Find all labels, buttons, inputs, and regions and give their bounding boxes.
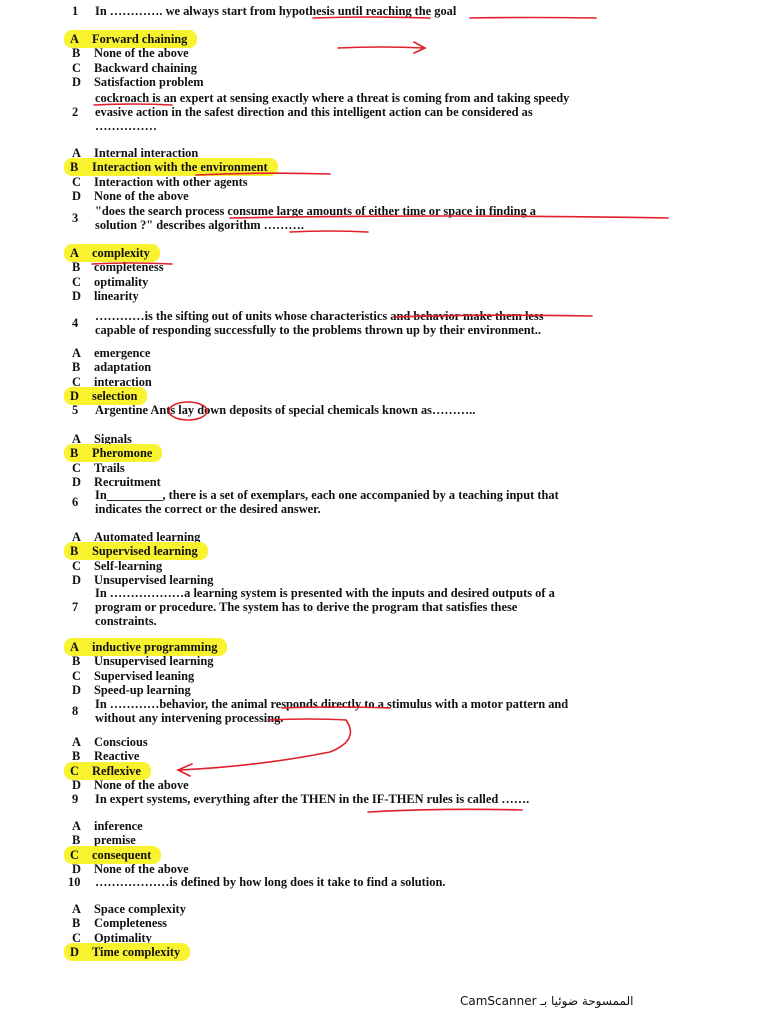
question-number: 9 (72, 792, 79, 806)
option-letter: A (72, 735, 81, 749)
option-text: emergence (94, 346, 151, 360)
option-letter: A (72, 530, 81, 544)
option-letter: D (72, 572, 81, 587)
option-b (72, 260, 164, 274)
option-b (72, 46, 189, 60)
question-number: 7 (72, 600, 79, 614)
question-text-line: constraints. (95, 614, 157, 628)
option-d (72, 778, 189, 792)
option-c (72, 175, 248, 189)
option-content (72, 475, 161, 489)
option-text: Satisfaction problem (94, 74, 204, 89)
highlighted-answer (66, 389, 145, 403)
highlighted-answer (66, 945, 188, 959)
option-text: None of the above (94, 861, 189, 876)
option-a (72, 819, 143, 833)
option-text: Trails (94, 460, 125, 475)
option-letter: D (72, 682, 81, 697)
option-letter: B (70, 544, 79, 559)
option-text: Interaction with other agents (94, 174, 248, 189)
option-text: None of the above (94, 46, 189, 61)
highlighted-answer (66, 640, 225, 654)
option-text: completeness (94, 260, 164, 275)
option-letter: D (70, 388, 79, 403)
option-text: adaptation (94, 360, 152, 375)
highlighted-answer (66, 544, 206, 558)
option-content (72, 346, 150, 360)
question-number: 8 (72, 704, 79, 718)
option-text: consequent (92, 847, 152, 862)
option-text: Recruitment (94, 474, 161, 489)
option-c (72, 275, 148, 289)
option-letter: D (72, 474, 81, 489)
option-letter: C (72, 174, 81, 189)
option-b (72, 654, 213, 668)
option-letter: A (72, 819, 81, 833)
option-d (72, 475, 161, 489)
option-text: Backward chaining (94, 60, 197, 75)
option-letter: C (72, 60, 81, 75)
option-letter: C (72, 930, 81, 945)
option-letter: B (72, 360, 81, 375)
option-letter: C (72, 460, 81, 475)
option-text: Supervised learning (92, 544, 198, 559)
option-letter: D (72, 188, 81, 203)
option-content (72, 175, 248, 189)
option-content (72, 916, 167, 930)
option-d (72, 683, 191, 697)
option-c (72, 848, 159, 862)
option-a (72, 346, 150, 360)
option-text: Unsupervised learning (94, 654, 214, 669)
option-letter: A (70, 640, 79, 654)
option-c (72, 461, 125, 475)
option-letter: D (70, 944, 79, 959)
option-letter: B (72, 46, 81, 61)
option-text: optimality (94, 274, 149, 289)
question-number: 4 (72, 316, 79, 330)
option-text: Supervised leaning (94, 668, 195, 683)
question-text-line: solution ?" describes algorithm ………. (95, 218, 304, 232)
question-text-line: capable of responding successfully to the problems thrown up by their environment.. (95, 323, 541, 337)
option-letter: C (72, 374, 81, 389)
option-text: Optimality (94, 930, 152, 945)
option-d (72, 862, 189, 876)
option-content (72, 735, 148, 749)
option-text: Conscious (94, 735, 148, 749)
option-text: Reactive (94, 749, 140, 764)
option-letter: D (72, 777, 81, 792)
question-text-line: evasive action in the safest direction and this intelligent action can be considered as (95, 105, 533, 119)
option-content (72, 833, 136, 847)
option-letter: A (70, 246, 79, 260)
option-text: selection (92, 388, 138, 403)
question-number: 10 (68, 875, 81, 889)
option-a (72, 432, 132, 446)
option-b (72, 749, 139, 763)
option-b (72, 160, 276, 174)
option-b (72, 544, 206, 558)
option-letter: A (72, 146, 81, 160)
question-number: 5 (72, 403, 79, 417)
option-text: None of the above (94, 188, 189, 203)
option-text: complexity (92, 246, 150, 260)
option-letter: A (72, 346, 81, 360)
question-text-line: In …………. we always start from hypothesis until reaching the goal (95, 4, 457, 18)
option-c (72, 764, 149, 778)
option-text: Automated learning (94, 530, 201, 544)
option-letter: D (72, 288, 81, 303)
question-text-line: program or procedure. The system has to derive the program that satisfies these (95, 600, 518, 614)
option-d (72, 573, 213, 587)
option-content (72, 654, 213, 668)
option-content (72, 75, 204, 89)
option-letter: A (70, 32, 79, 46)
option-text: Pheromone (92, 446, 153, 461)
question-text-line: Argentine Ants lay down deposits of special chemicals known as……….. (95, 403, 476, 417)
option-content (72, 375, 152, 389)
question-text-line: …………… (95, 119, 157, 133)
option-content (72, 146, 198, 160)
highlighted-answer (66, 32, 195, 46)
option-b (72, 360, 151, 374)
highlighted-answer (66, 160, 276, 174)
option-b (72, 916, 167, 930)
option-letter: B (72, 654, 81, 669)
option-letter: B (72, 916, 81, 931)
option-d (72, 289, 139, 303)
question-text-line: cockroach is an expert at sensing exactly where a threat is coming from and taking speedy (95, 91, 570, 105)
option-content (72, 189, 189, 203)
question-text-line: In ………………a learning system is presented with the inputs and desired outputs of a (95, 586, 555, 600)
option-text: premise (94, 833, 136, 848)
option-text: interaction (94, 374, 152, 389)
question-text-line: In …………behavior, the animal responds directly to a stimulus with a motor pattern and (95, 697, 569, 711)
option-content (72, 360, 151, 374)
option-letter: A (72, 432, 81, 446)
option-content (72, 260, 164, 274)
option-text: Interaction with the environment (92, 160, 268, 175)
option-text: linearity (94, 288, 139, 303)
option-letter: C (72, 274, 81, 289)
option-letter: B (70, 160, 79, 175)
option-text: Unsupervised learning (94, 572, 214, 587)
highlighted-answer (66, 446, 160, 460)
option-letter: A (72, 902, 81, 916)
option-letter: B (72, 833, 81, 848)
question-text-line: ………………is defined by how long does it take to find a solution. (95, 875, 446, 889)
question-number: 3 (72, 211, 79, 225)
option-content (72, 461, 125, 475)
option-c (72, 61, 197, 75)
option-a (72, 32, 195, 46)
option-letter: C (70, 847, 79, 862)
option-c (72, 375, 152, 389)
option-d (72, 945, 188, 959)
option-b (72, 833, 136, 847)
option-text: inference (94, 819, 143, 833)
option-letter: C (70, 763, 79, 778)
option-a (72, 530, 200, 544)
option-content (72, 573, 213, 587)
option-text: Forward chaining (92, 32, 188, 46)
option-text: inductive programming (92, 640, 218, 654)
option-text: None of the above (94, 777, 189, 792)
question-number: 2 (72, 105, 79, 119)
question-text-line: without any intervening processing. (95, 711, 284, 725)
question-number: 6 (72, 495, 79, 509)
question-text-line: …………is the sifting out of units whose characteristics and behavior make them less (95, 309, 544, 323)
option-d (72, 389, 145, 403)
option-c (72, 669, 194, 683)
option-text: Speed-up learning (94, 682, 191, 697)
option-text: Completeness (94, 916, 167, 931)
option-content (72, 778, 189, 792)
option-content (72, 46, 189, 60)
option-content (72, 61, 197, 75)
option-content (72, 432, 132, 446)
option-letter: D (72, 861, 81, 876)
option-letter: C (72, 558, 81, 573)
question-text-line: In_________, there is a set of exemplars, each one accompanied by a teaching input that (95, 488, 559, 502)
option-content (72, 931, 152, 945)
option-b (72, 446, 160, 460)
option-content (72, 862, 189, 876)
option-content (72, 275, 148, 289)
question-text-line: "does the search process consume large amounts of either time or space in finding a (95, 204, 536, 218)
question-text-line: indicates the correct or the desired answer. (95, 502, 321, 516)
option-a (72, 640, 225, 654)
option-content (72, 559, 162, 573)
highlighted-answer (66, 848, 159, 862)
option-content (72, 749, 139, 763)
option-content (72, 669, 194, 683)
option-d (72, 189, 189, 203)
option-text: Space complexity (94, 902, 186, 916)
option-text: Reflexive (92, 763, 141, 778)
option-a (72, 146, 198, 160)
option-text: Signals (94, 432, 132, 446)
option-text: Internal interaction (94, 146, 199, 160)
option-content (72, 902, 186, 916)
camscanner-footer: CamScanner الممسوحة ضوئيا بـ (460, 994, 634, 1008)
option-a (72, 246, 158, 260)
option-content (72, 819, 143, 833)
option-content (72, 683, 191, 697)
option-text: Self-learning (94, 558, 163, 573)
option-letter: B (72, 749, 81, 764)
option-letter: B (70, 446, 79, 461)
option-a (72, 902, 186, 916)
option-c (72, 931, 152, 945)
highlighted-answer (66, 764, 149, 778)
option-letter: D (72, 74, 81, 89)
option-content (72, 289, 139, 303)
option-c (72, 559, 162, 573)
highlighted-answer (66, 246, 158, 260)
question-number: 1 (72, 4, 79, 18)
option-letter: C (72, 668, 81, 683)
option-d (72, 75, 204, 89)
option-a (72, 735, 148, 749)
question-text-line: In expert systems, everything after the THEN in the IF-THEN rules is called ……. (95, 792, 530, 806)
option-text: Time complexity (92, 944, 181, 959)
option-content (72, 530, 200, 544)
option-letter: B (72, 260, 81, 275)
